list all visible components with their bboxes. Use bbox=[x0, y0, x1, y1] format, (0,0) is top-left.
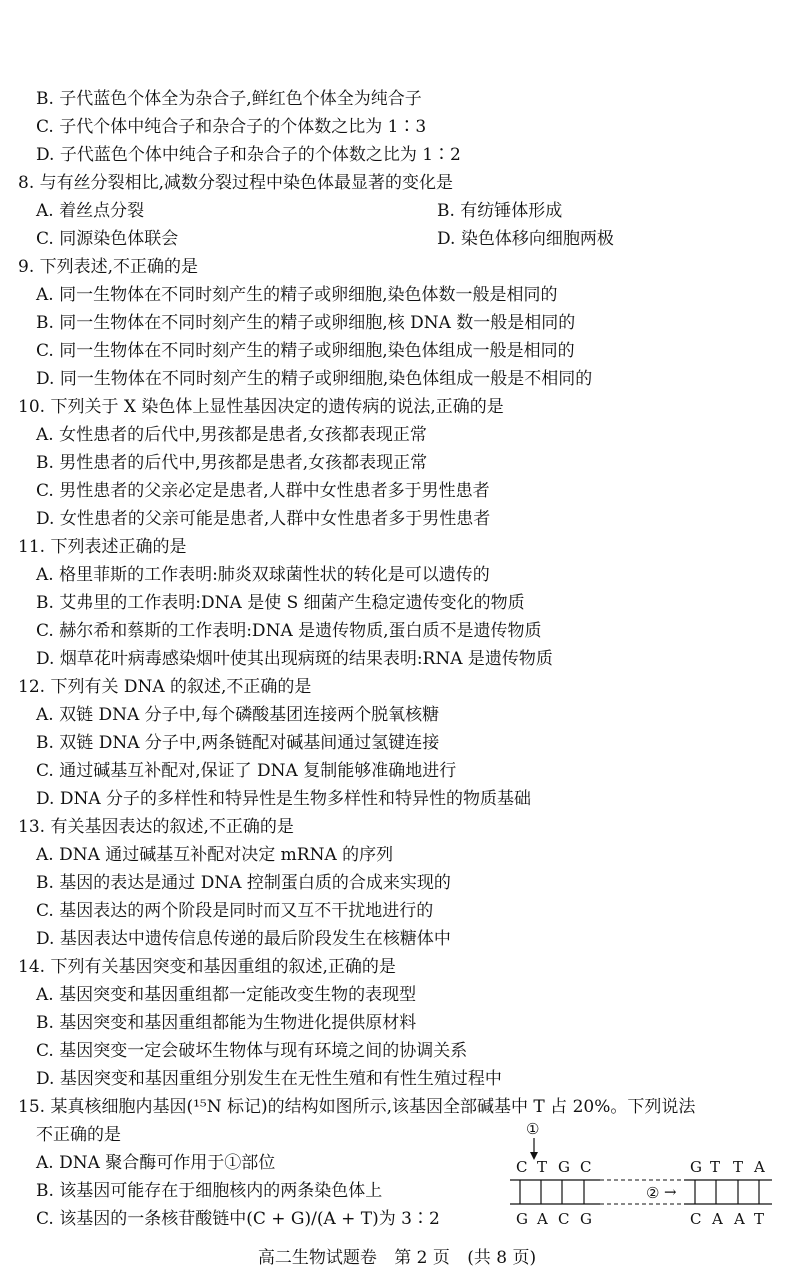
q12-option-d: D. DNA 分子的多样性和特异性是生物多样性和特异性的物质基础 bbox=[36, 789, 532, 809]
q14-option-b: B. 基因突变和基因重组都能为生物进化提供原材料 bbox=[36, 1013, 417, 1033]
q7-option-b: B. 子代蓝色个体全为杂合子,鲜红色个体全为纯合子 bbox=[36, 89, 422, 109]
q10-option-b: B. 男性患者的后代中,男孩都是患者,女孩都表现正常 bbox=[36, 453, 428, 473]
base-top-left-4: C bbox=[580, 1158, 592, 1176]
q15-stem: 15. 某真核细胞内基因(¹⁵N 标记)的结构如图所示,该基因全部碱基中 T 占 20%。下列说法 bbox=[18, 1097, 696, 1117]
footer-total: (共 8 页) bbox=[467, 1248, 537, 1268]
base-bottom-left-4: G bbox=[580, 1210, 592, 1228]
page-footer bbox=[0, 1243, 794, 1268]
base-top-right-1: G bbox=[690, 1158, 702, 1176]
q11-option-a: A. 格里菲斯的工作表明:肺炎双球菌性状的转化是可以遗传的 bbox=[36, 565, 490, 585]
q10-option-c: C. 男性患者的父亲必定是患者,人群中女性患者多于男性患者 bbox=[36, 481, 490, 501]
base-top-left-1: C bbox=[516, 1158, 528, 1176]
q12-option-a: A. 双链 DNA 分子中,每个磷酸基团连接两个脱氧核糖 bbox=[36, 705, 440, 725]
base-top-right-3: T bbox=[733, 1158, 744, 1176]
q8-option-a: A. 着丝点分裂 bbox=[36, 201, 145, 221]
base-bottom-left-3: C bbox=[558, 1210, 570, 1228]
q13-option-c: C. 基因表达的两个阶段是同时而又互不干扰地进行的 bbox=[36, 901, 434, 921]
q15-option-c: C. 该基因的一条核苷酸链中(C + G)/(A + T)为 3∶2 bbox=[36, 1209, 440, 1229]
q8-option-b: B. 有纺锤体形成 bbox=[437, 201, 563, 221]
dna-structure-figure bbox=[500, 1112, 780, 1232]
q11-option-d: D. 烟草花叶病毒感染烟叶使其出现病斑的结果表明:RNA 是遗传物质 bbox=[36, 649, 553, 669]
q13-option-d: D. 基因表达中遗传信息传递的最后阶段发生在核糖体中 bbox=[36, 929, 451, 949]
base-bottom-right-4: T bbox=[754, 1210, 765, 1228]
q15-option-a: A. DNA 聚合酶可作用于①部位 bbox=[36, 1153, 276, 1173]
q11-option-c: C. 赫尔希和蔡斯的工作表明:DNA 是遗传物质,蛋白质不是遗传物质 bbox=[36, 621, 542, 641]
q12-stem: 12. 下列有关 DNA 的叙述,不正确的是 bbox=[18, 677, 312, 697]
base-top-left-3: G bbox=[558, 1158, 570, 1176]
q15-option-b: B. 该基因可能存在于细胞核内的两条染色体上 bbox=[36, 1181, 383, 1201]
q9-stem: 9. 下列表述,不正确的是 bbox=[18, 257, 199, 277]
q8-stem: 8. 与有丝分裂相比,减数分裂过程中染色体最显著的变化是 bbox=[18, 173, 454, 193]
q14-option-d: D. 基因突变和基因重组分别发生在无性生殖和有性生殖过程中 bbox=[36, 1069, 502, 1089]
q13-option-a: A. DNA 通过碱基互补配对决定 mRNA 的序列 bbox=[36, 845, 394, 865]
q10-option-d: D. 女性患者的父亲可能是患者,人群中女性患者多于男性患者 bbox=[36, 509, 491, 529]
q10-stem: 10. 下列关于 X 染色体上显性基因决定的遗传病的说法,正确的是 bbox=[18, 397, 504, 417]
q8-option-c: C. 同源染色体联会 bbox=[36, 229, 179, 249]
base-top-left-2: T bbox=[537, 1158, 548, 1176]
q14-option-a: A. 基因突变和基因重组都一定能改变生物的表现型 bbox=[36, 985, 417, 1005]
q15-stem-cont: 不正确的是 bbox=[36, 1125, 121, 1145]
q13-stem: 13. 有关基因表达的叙述,不正确的是 bbox=[18, 817, 294, 837]
marker-2-arrow: → bbox=[664, 1183, 677, 1201]
base-bottom-right-1: C bbox=[690, 1210, 702, 1228]
q13-option-b: B. 基因的表达是通过 DNA 控制蛋白质的合成来实现的 bbox=[36, 873, 451, 893]
base-top-right-2: T bbox=[710, 1158, 721, 1176]
q9-option-d: D. 同一生物体在不同时刻产生的精子或卵细胞,染色体组成一般是不相同的 bbox=[36, 369, 593, 389]
base-top-right-4: A bbox=[754, 1158, 765, 1176]
footer-title: 高二生物试题卷 bbox=[257, 1248, 377, 1268]
q8-option-d: D. 染色体移向细胞两极 bbox=[437, 229, 614, 249]
marker-1: ① bbox=[526, 1120, 540, 1138]
q14-option-c: C. 基因突变一定会破坏生物体与现有环境之间的协调关系 bbox=[36, 1041, 468, 1061]
q10-option-a: A. 女性患者的后代中,男孩都是患者,女孩都表现正常 bbox=[36, 425, 427, 445]
q9-option-b: B. 同一生物体在不同时刻产生的精子或卵细胞,核 DNA 数一般是相同的 bbox=[36, 313, 576, 333]
base-bottom-left-2: A bbox=[537, 1210, 548, 1228]
marker-2: ② bbox=[646, 1184, 660, 1202]
base-bottom-right-3: A bbox=[734, 1210, 745, 1228]
base-bottom-left-1: G bbox=[516, 1210, 528, 1228]
q11-option-b: B. 艾弗里的工作表明:DNA 是使 S 细菌产生稳定遗传变化的物质 bbox=[36, 593, 525, 613]
q7-option-c: C. 子代个体中纯合子和杂合子的个体数之比为 1∶3 bbox=[36, 117, 427, 137]
base-bottom-right-2: A bbox=[712, 1210, 723, 1228]
q9-option-c: C. 同一生物体在不同时刻产生的精子或卵细胞,染色体组成一般是相同的 bbox=[36, 341, 575, 361]
q7-option-d: D. 子代蓝色个体中纯合子和杂合子的个体数之比为 1∶2 bbox=[36, 145, 461, 165]
q12-option-c: C. 通过碱基互补配对,保证了 DNA 复制能够准确地进行 bbox=[36, 761, 457, 781]
footer-page: 第 2 页 bbox=[394, 1248, 450, 1268]
q11-stem: 11. 下列表述正确的是 bbox=[18, 537, 187, 557]
q9-option-a: A. 同一生物体在不同时刻产生的精子或卵细胞,染色体数一般是相同的 bbox=[36, 285, 558, 305]
q12-option-b: B. 双链 DNA 分子中,两条链配对碱基间通过氢键连接 bbox=[36, 733, 440, 753]
q14-stem: 14. 下列有关基因突变和基因重组的叙述,正确的是 bbox=[18, 957, 396, 977]
